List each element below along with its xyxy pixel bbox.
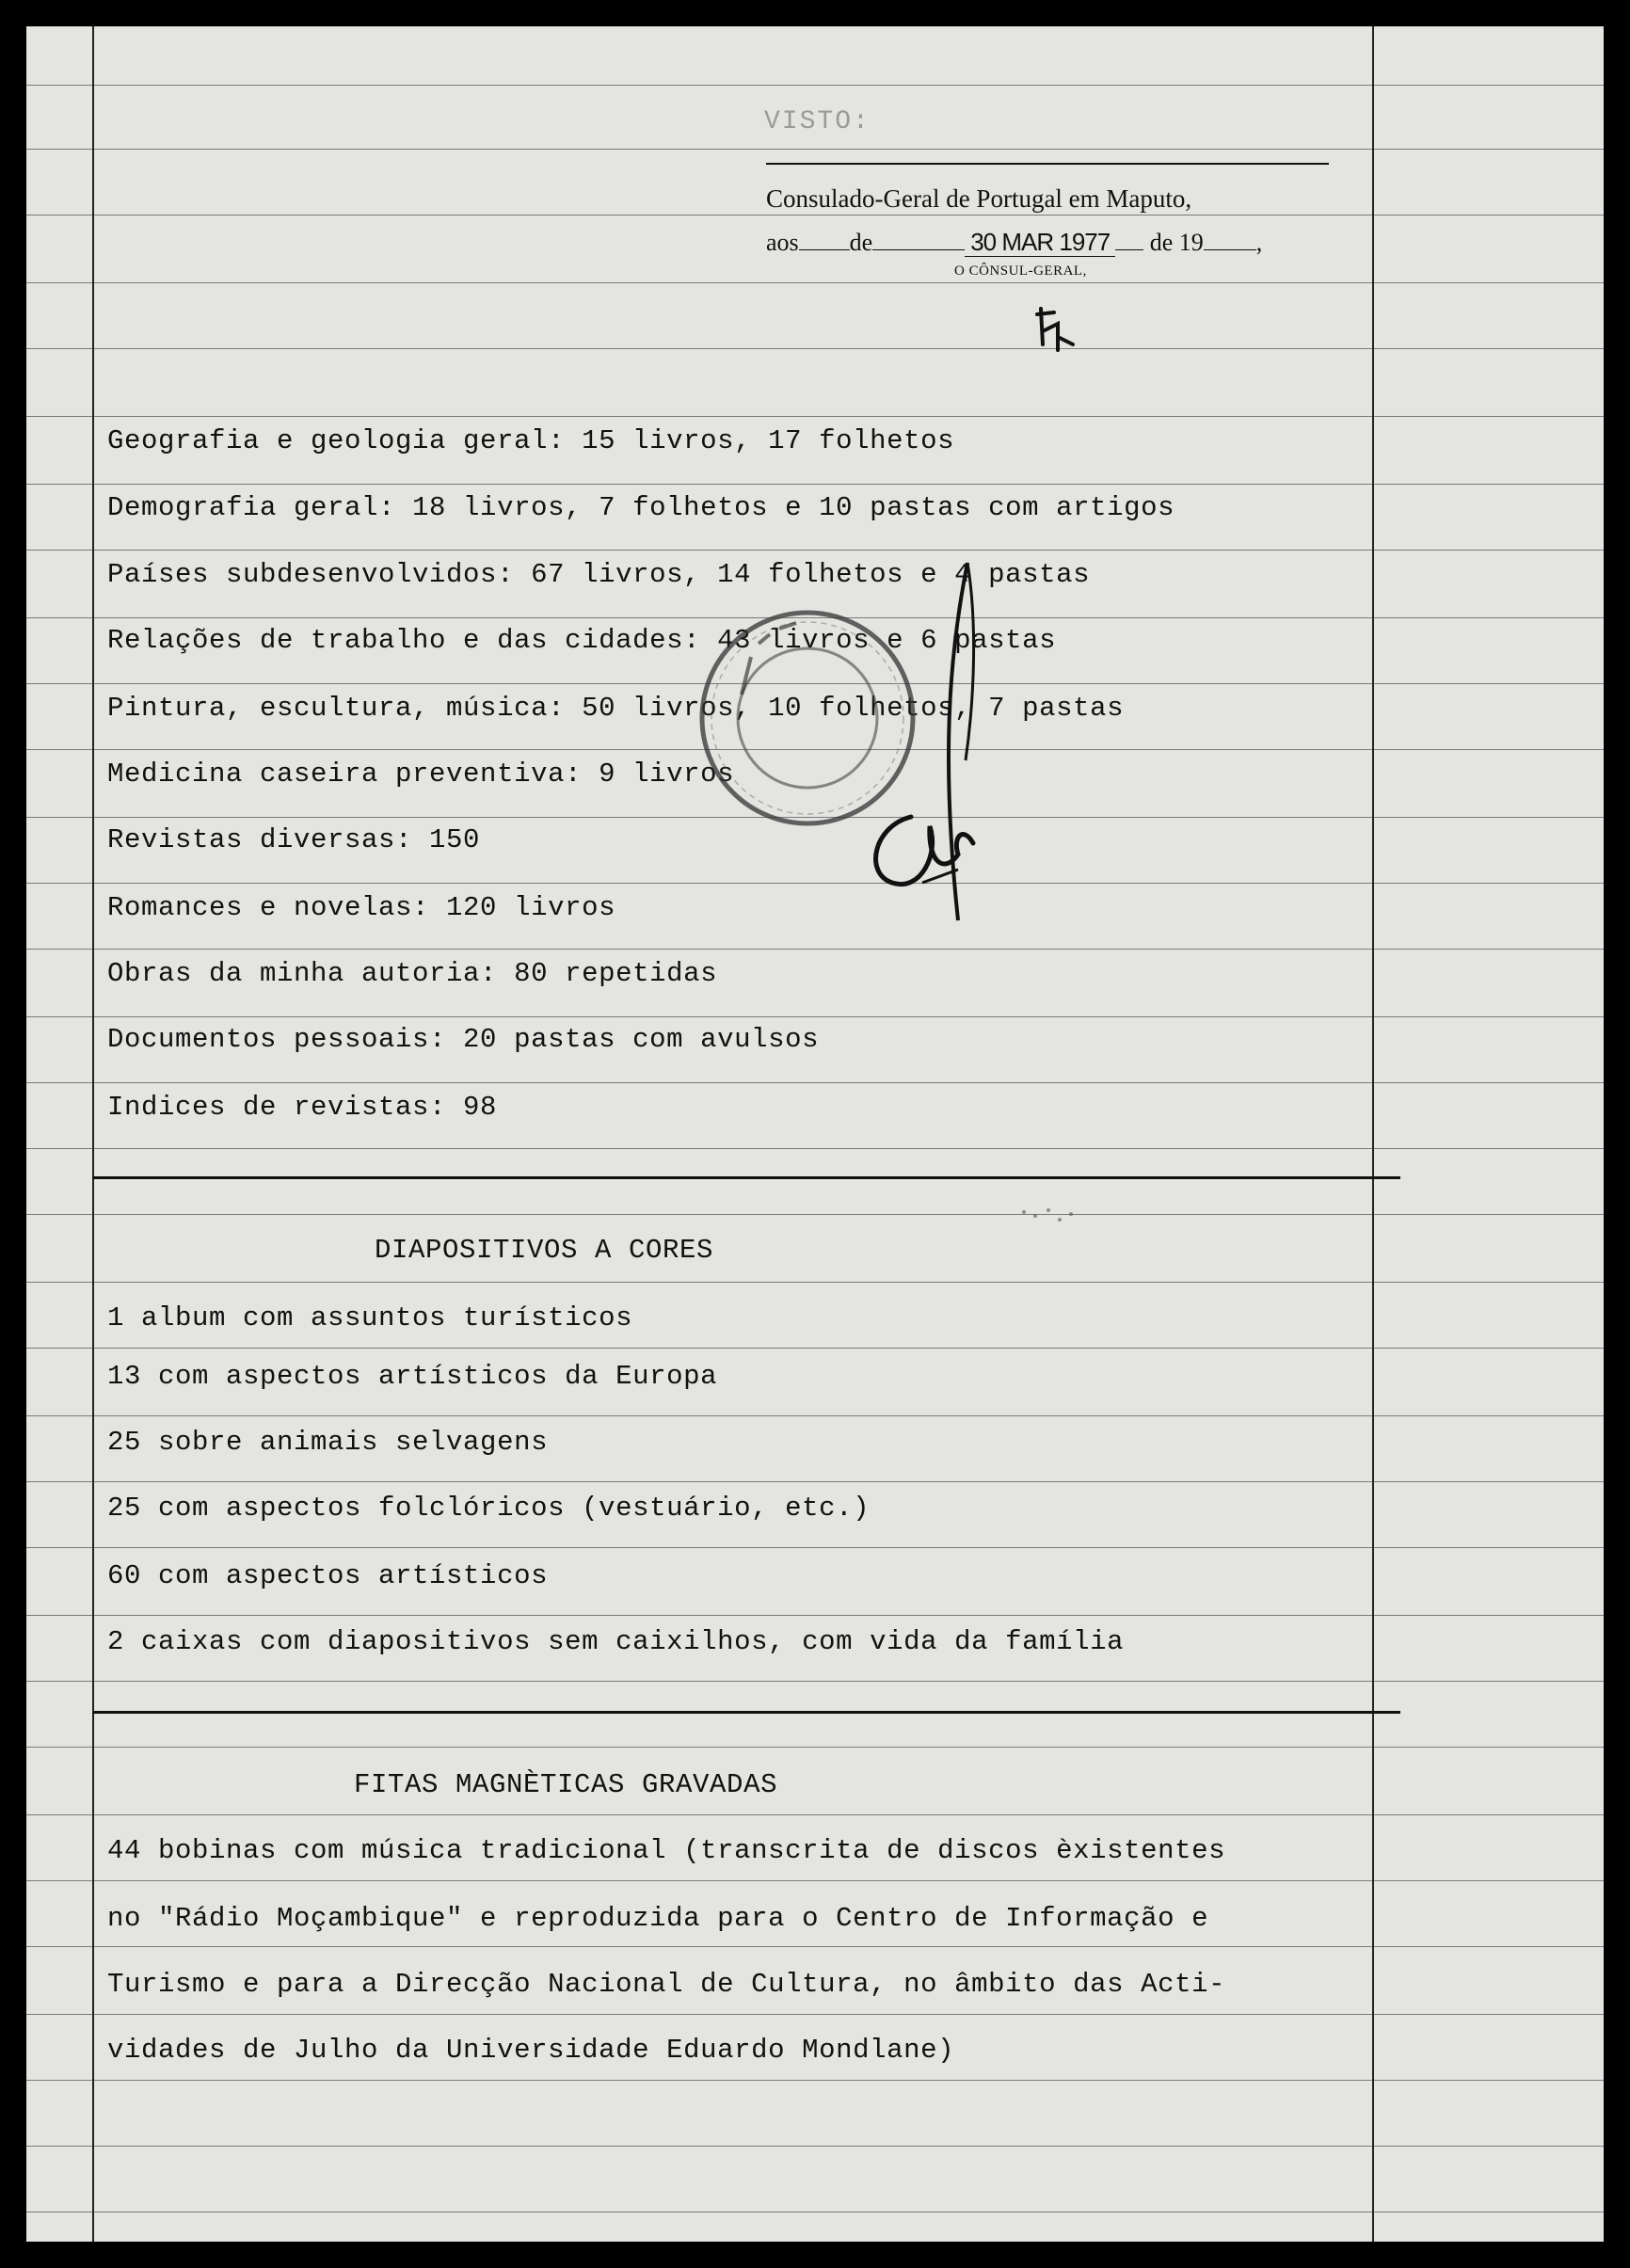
list-item: 1 album com assuntos turísticos — [107, 1302, 633, 1334]
ruled-line — [26, 1681, 1604, 1682]
list-item: 13 com aspectos artísticos da Europa — [107, 1361, 718, 1392]
list-item: Países subdesenvolvidos: 67 livros, 14 folhetos e 4 pastas — [107, 559, 1091, 590]
ruled-line — [26, 484, 1604, 485]
paragraph-line: vidades de Julho da Universidade Eduardo Mondlane) — [107, 2035, 955, 2066]
ruled-line — [26, 149, 1604, 150]
ruled-line — [26, 2014, 1604, 2015]
ruled-line — [26, 2080, 1604, 2081]
ruled-line — [26, 1082, 1604, 1083]
right-margin-rule — [1372, 26, 1374, 2242]
ruled-line — [26, 1282, 1604, 1283]
list-item: Geografia e geologia geral: 15 livros, 17 folhetos — [107, 425, 955, 456]
ruled-line — [26, 1615, 1604, 1616]
paragraph-line: no "Rádio Moçambique" e reproduzida para o Centro de Informação e — [107, 1903, 1209, 1934]
ruled-line — [26, 1148, 1604, 1149]
stamp-date-de: de — [849, 229, 873, 256]
stamp-consul-label: O CÔNSUL-GERAL, — [954, 264, 1087, 279]
ruled-line — [26, 1481, 1604, 1482]
ruled-line — [26, 1415, 1604, 1416]
ruled-line — [26, 1946, 1604, 1947]
list-item: Revistas diversas: 150 — [107, 824, 481, 855]
paragraph-line: 44 bobinas com música tradicional (transcrita de discos èxistentes — [107, 1835, 1226, 1866]
visto-label: VISTO: — [764, 107, 871, 136]
ruled-line — [26, 1747, 1604, 1748]
ruled-line — [26, 348, 1604, 349]
stamp-date-value: 30 MAR 1977 — [965, 228, 1115, 257]
ruled-line — [26, 1880, 1604, 1881]
list-item: Demografia geral: 18 livros, 7 folhetos e 10 pastas com artigos — [107, 492, 1175, 523]
stamp-date-line: aos de 30 MAR 1977 de 19 , — [766, 228, 1263, 256]
section-divider — [92, 1176, 1400, 1179]
list-item: Relações de trabalho e das cidades: 43 livros e 6 pastas — [107, 625, 1057, 656]
document-page — [26, 26, 1604, 2242]
tapes-heading: FITAS MAGNÈTICAS GRAVADAS — [354, 1769, 778, 1800]
ruled-line — [26, 1214, 1604, 1215]
ruled-line — [26, 215, 1604, 216]
section-divider — [92, 1711, 1400, 1714]
slides-heading: DIAPOSITIVOS A CORES — [375, 1235, 714, 1266]
ink-speck — [1015, 1203, 1090, 1240]
paragraph-line: Turismo e para a Direcção Nacional de Cultura, no âmbito das Acti- — [107, 1969, 1226, 2000]
ruled-line — [26, 1016, 1604, 1017]
stamp-date-suffix: de 19 — [1149, 229, 1204, 256]
stamp-title: Consulado-Geral de Portugal em Maputo, — [766, 184, 1192, 213]
ruled-line — [26, 282, 1604, 283]
consul-initials-mark — [1030, 303, 1086, 359]
signature — [855, 544, 1005, 939]
list-item: Pintura, escultura, música: 50 livros, 10 folhetos, 7 pastas — [107, 693, 1125, 724]
list-item: 25 com aspectos folclóricos (vestuário, etc.) — [107, 1493, 871, 1524]
ruled-line — [26, 949, 1604, 950]
ruled-line — [26, 85, 1604, 86]
ruled-line — [26, 1348, 1604, 1349]
ruled-line — [26, 416, 1604, 417]
stamp-rule — [766, 163, 1329, 165]
ruled-line — [26, 550, 1604, 551]
list-item: Indices de revistas: 98 — [107, 1092, 498, 1123]
list-item: 2 caixas com diapositivos sem caixilhos, com vida da família — [107, 1626, 1125, 1657]
list-item: Obras da minha autoria: 80 repetidas — [107, 958, 718, 989]
ruled-line — [26, 2146, 1604, 2147]
ruled-line — [26, 883, 1604, 884]
ruled-line — [26, 1814, 1604, 1815]
list-item: 60 com aspectos artísticos — [107, 1560, 549, 1591]
list-item: 25 sobre animais selvagens — [107, 1427, 549, 1458]
left-margin-rule — [92, 26, 94, 2242]
list-item: Medicina caseira preventiva: 9 livros — [107, 759, 735, 790]
stamp-date-aos: aos — [766, 229, 799, 256]
list-item: Romances e novelas: 120 livros — [107, 892, 616, 923]
list-item: Documentos pessoais: 20 pastas com avulsos — [107, 1024, 820, 1055]
ruled-line — [26, 1547, 1604, 1548]
